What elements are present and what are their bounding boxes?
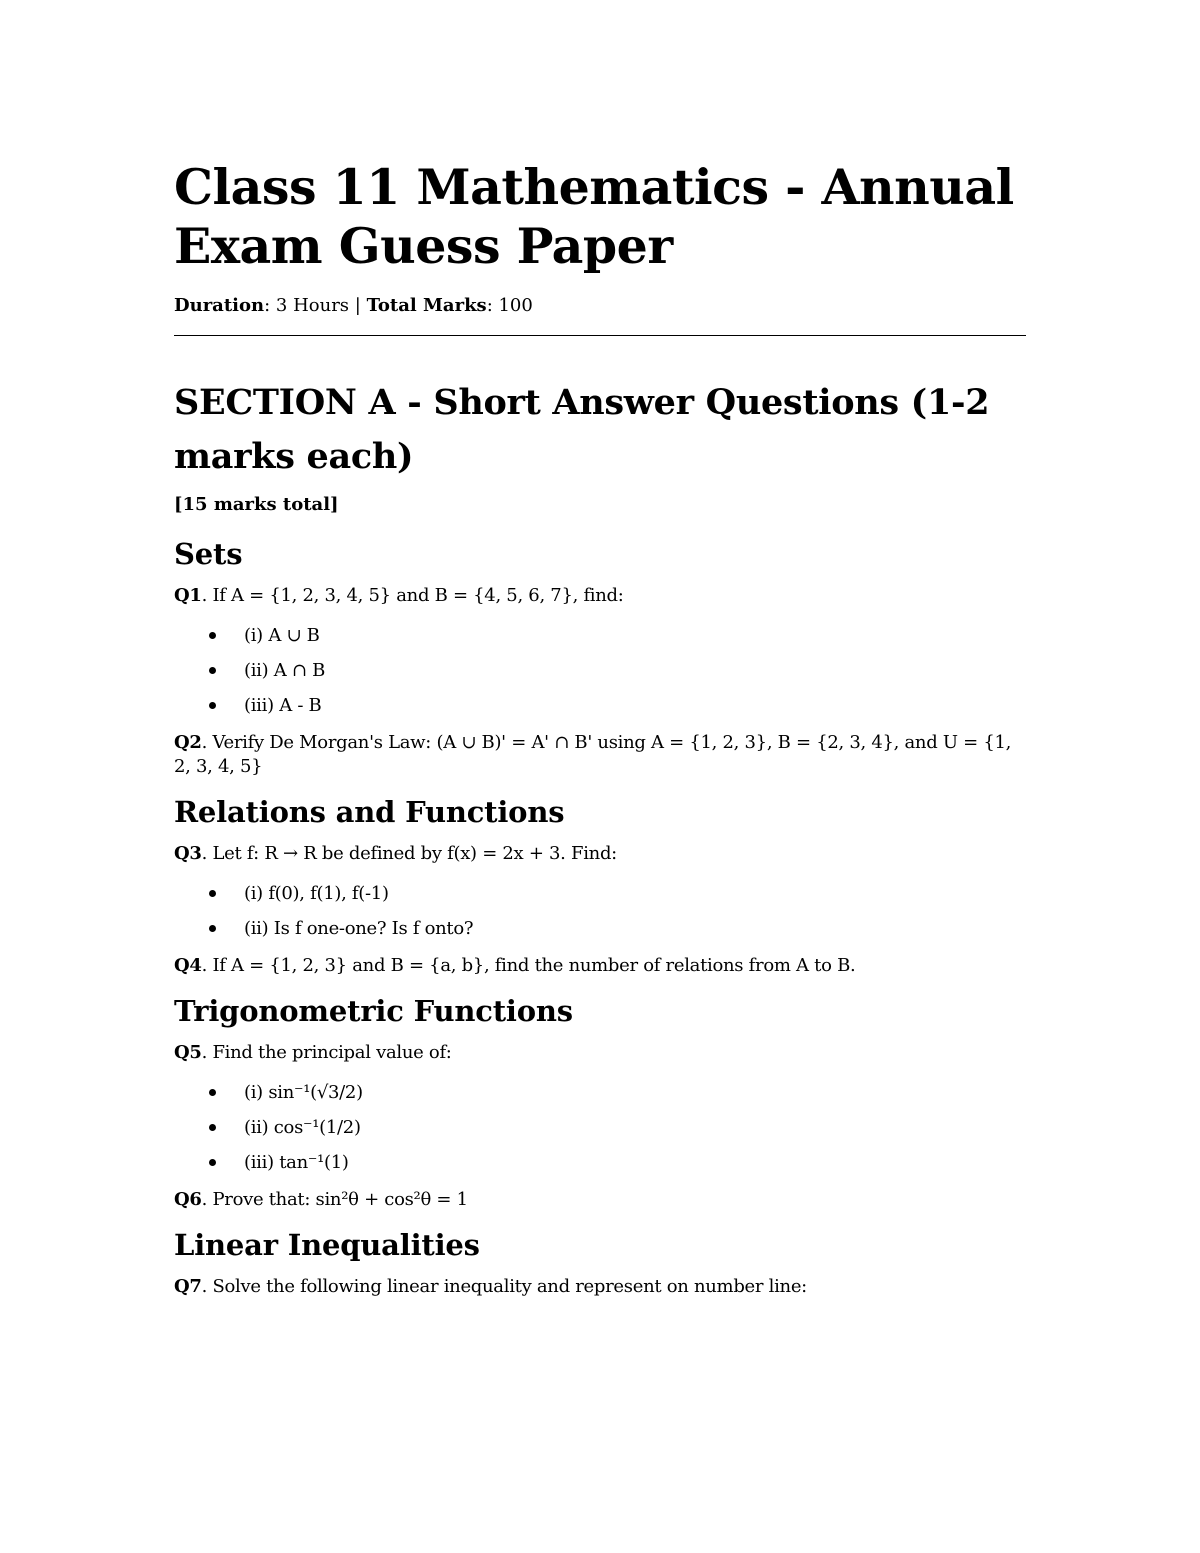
question-q7: Q7. Solve the following linear inequality and represent on number line: (174, 1275, 807, 1297)
question-q3-options (174, 876, 1026, 946)
list-item: (ii) Is f one-one? Is f onto? (174, 911, 1026, 946)
exam-meta: Duration: 3 Hours | Total Marks: 100 (174, 294, 533, 316)
topic-heading-relations-functions: Relations and Functions (174, 795, 565, 830)
question-q6: Q6. Prove that: sin²θ + cos²θ = 1 (174, 1188, 468, 1210)
question-label: Q6 (174, 1188, 202, 1210)
question-q2: Q2. Verify De Morgan's Law: (A ∪ B)' = A' ∩ B' using A = {1, 2, 3}, B = {2, 3, 4}, and U = {1, 2, 3, 4, 5} (174, 732, 1012, 778)
question-text: Let f: R → R be defined by f(x) = 2x + 3. Find: (212, 843, 617, 865)
duration-label: Duration (174, 294, 265, 316)
question-label: Q5 (174, 1041, 202, 1063)
question-q5: Q5. Find the principal value of: (174, 1041, 452, 1063)
question-label: Q1 (174, 585, 202, 607)
divider (174, 335, 1026, 336)
question-text: If A = {1, 2, 3} and B = {a, b}, find the number of relations from A to B. (212, 955, 856, 977)
question-text: If A = {1, 2, 3, 4, 5} and B = {4, 5, 6, 7}, find: (212, 585, 624, 607)
question-text: Solve the following linear inequality and represent on number line: (212, 1275, 807, 1297)
question-label: Q4 (174, 955, 202, 977)
list-item: (iii) tan⁻¹(1) (174, 1145, 1026, 1180)
list-item: (i) f(0), f(1), f(-1) (174, 876, 1026, 911)
question-text: Find the principal value of: (212, 1041, 452, 1063)
total-marks-label: Total Marks (366, 294, 487, 316)
list-item: (ii) cos⁻¹(1/2) (174, 1110, 1026, 1145)
total-marks-value: 100 (498, 294, 533, 316)
question-text: Prove that: sin²θ + cos²θ = 1 (212, 1188, 468, 1210)
meta-separator: | (354, 294, 361, 316)
question-text: Verify De Morgan's Law: (A ∪ B)' = A' ∩ B' using A = {1, 2, 3}, B = {2, 3, 4}, and U = {1, 2, 3, 4, 5} (174, 732, 1012, 778)
list-item: (ii) A ∩ B (174, 653, 1026, 688)
topic-heading-sets: Sets (174, 537, 243, 572)
question-q5-options (174, 1075, 1026, 1180)
list-item: (i) sin⁻¹(√3/2) (174, 1075, 1026, 1110)
duration-value: 3 Hours (275, 294, 350, 316)
question-q1-options (174, 618, 1026, 723)
question-q1: Q1. If A = {1, 2, 3, 4, 5} and B = {4, 5, 6, 7}, find: (174, 585, 624, 607)
page-title: Class 11 Mathematics - Annual Exam Guess Paper (174, 158, 1014, 275)
topic-heading-trigonometric-functions: Trigonometric Functions (174, 994, 573, 1029)
section-a-total: [15 marks total] (174, 494, 339, 516)
question-label: Q3 (174, 843, 202, 865)
section-a-heading: SECTION A - Short Answer Questions (1-2 marks each) (174, 381, 990, 478)
list-item: (iii) A - B (174, 688, 1026, 723)
topic-heading-linear-inequalities: Linear Inequalities (174, 1227, 480, 1262)
document-page (174, 158, 1026, 1309)
question-q3: Q3. Let f: R → R be defined by f(x) = 2x + 3. Find: (174, 843, 617, 865)
list-item: (i) A ∪ B (174, 618, 1026, 653)
question-q4: Q4. If A = {1, 2, 3} and B = {a, b}, find the number of relations from A to B. (174, 955, 856, 977)
question-label: Q7 (174, 1275, 202, 1297)
question-label: Q2 (174, 732, 202, 754)
